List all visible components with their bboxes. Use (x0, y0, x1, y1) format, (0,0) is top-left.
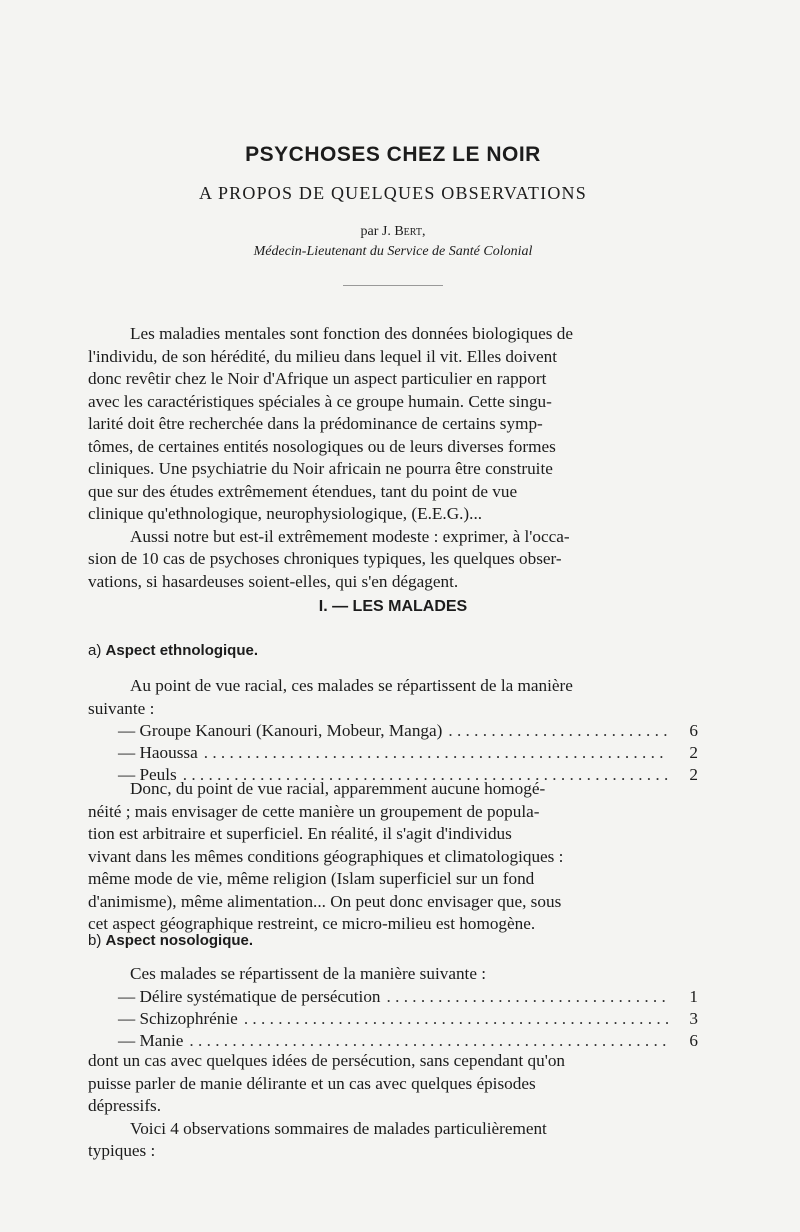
leader-dots (448, 720, 668, 742)
text-line: Au point de vue racial, ces malades se répartissent de la manière (130, 676, 573, 695)
list-item: — Délire systématique de persécution . . . 1 (88, 986, 698, 1008)
text-line: vivant dans les mêmes conditions géographiques et climatologiques : (88, 846, 564, 866)
text-line: puisse parler de manie délirante et un cas avec quelques épisodes (88, 1073, 536, 1093)
text-line: typiques : (88, 1141, 156, 1160)
list-item: — Haoussa . . . 2 (88, 742, 698, 764)
subheading-label: b) (88, 932, 102, 949)
text-line: Ces malades se répartissent de la manière suivante : (130, 964, 487, 983)
ethno-lead (88, 675, 698, 720)
byline (88, 224, 698, 240)
text-line: sion de 10 cas de psychoses chroniques typiques, les quelques obser- (88, 549, 562, 568)
subheading-title: Aspect ethnologique. (105, 642, 259, 659)
text-line: Les maladies mentales sont fonction des données biologiques de (130, 324, 573, 343)
text-line: dont un cas avec quelques idées de persécution, sans cependant qu'on (88, 1051, 566, 1070)
text-line: tion est arbitraire et superficiel. En réalité, il s'agit d'individus (88, 824, 512, 843)
separator-rule (343, 285, 443, 286)
subheading-ethnologique (88, 642, 258, 659)
subheading-label: a) (88, 642, 102, 659)
text-line: même mode de vie, même religion (Islam superficiel sur un fond (88, 869, 535, 888)
list-item: — Manie . . . 6 (88, 1030, 698, 1052)
intro-paragraph (88, 323, 698, 593)
text-line: Voici 4 observations sommaires de malades particulièrement (130, 1118, 547, 1138)
text-line: que sur des études extrêmement étendues, tant du point de vue (88, 481, 518, 501)
noso-discussion (88, 1050, 698, 1163)
author-name: Bert, (394, 224, 426, 239)
text-line: l'individu, de son hérédité, du milieu dans lequel il vit. Elles doivent (88, 346, 557, 366)
text-line: larité doit être recherchée dans la prédominance de certains symp- (88, 414, 543, 433)
author-affiliation: Médecin-Lieutenant du Service de Santé Colonial (253, 244, 533, 259)
subheading-title: Aspect nosologique. (105, 932, 254, 949)
text-line: Aussi notre but est-il extrêmement modeste : exprimer, à l'occa- (130, 526, 570, 546)
leader-dots (244, 1008, 668, 1030)
text-line: d'animisme), même alimentation... On peut donc envisager que, sous (88, 891, 562, 911)
article-subtitle: A PROPOS DE QUELQUES OBSERVATIONS (199, 183, 587, 203)
list-item: — Schizophrénie . . . 3 (88, 1008, 698, 1030)
text-line: néité ; mais envisager de cette manière un groupement de popula- (88, 801, 540, 821)
list-item: — Groupe Kanouri (Kanouri, Mobeur, Manga) . . . 6 (88, 720, 698, 742)
leader-dots (387, 986, 668, 1008)
text-line: donc revêtir chez le Noir d'Afrique un aspect particulier en rapport (88, 369, 547, 388)
text-line: cet aspect géographique restreint, ce micro-milieu est homogène. (88, 914, 536, 933)
noso-list (88, 986, 698, 1052)
text-line: vations, si hasardeuses soient-elles, qui s'en dégagent. (88, 571, 459, 591)
leader-dots (204, 742, 668, 764)
article-title: PSYCHOSES CHEZ LE NOIR (245, 143, 541, 166)
text-line: avec les caractéristiques spéciales à ce groupe humain. Cette singu- (88, 391, 552, 411)
section-heading: I. — LES MALADES (318, 598, 468, 615)
text-line: dépressifs. (88, 1096, 162, 1115)
text-line: Donc, du point de vue racial, apparemment aucune homogé- (130, 779, 546, 798)
byline-prefix: par J. (360, 224, 391, 239)
ethno-discussion (88, 778, 698, 936)
text-line: tômes, de certaines entités nosologiques ou de leurs diverses formes (88, 436, 556, 456)
noso-lead (88, 963, 698, 986)
list-item: — Peuls . . . 2 (88, 764, 698, 786)
text-line: cliniques. Une psychiatrie du Noir africain ne pourra être construite (88, 459, 553, 478)
ethno-list (88, 720, 698, 786)
text-line: suivante : (88, 698, 155, 718)
text-line: clinique qu'ethnologique, neurophysiologique, (E.E.G.)... (88, 504, 483, 523)
subheading-nosologique (88, 932, 253, 949)
leader-dots (189, 1030, 668, 1052)
